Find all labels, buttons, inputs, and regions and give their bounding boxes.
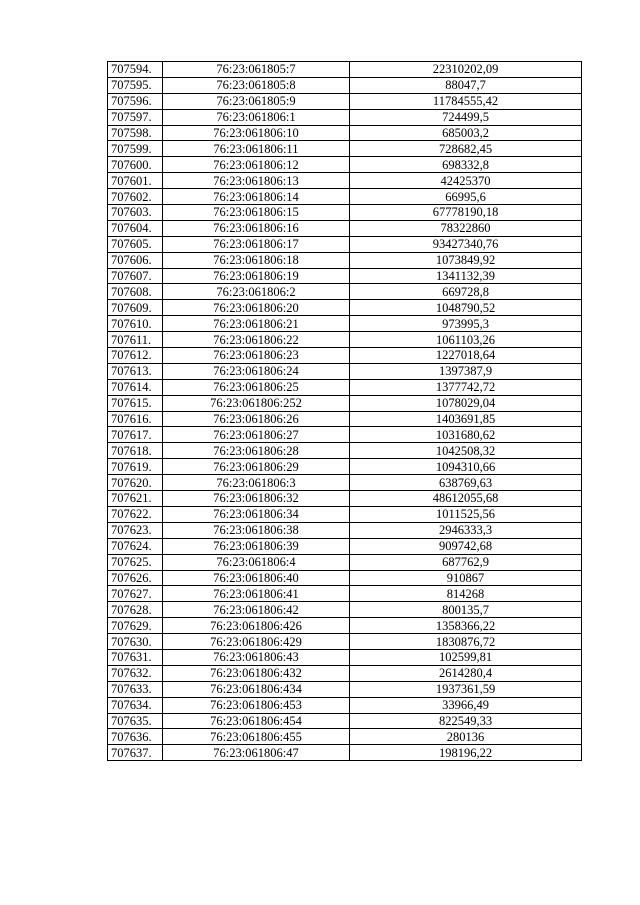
cadastral-number-cell: 76:23:061806:27 [163, 427, 350, 443]
table-body [108, 62, 582, 761]
cadastral-value-cell: 973995,3 [350, 316, 582, 332]
table-row [108, 665, 582, 681]
table-row [108, 77, 582, 93]
cadastral-value-cell: 102599,81 [350, 649, 582, 665]
cadastral-number-cell: 76:23:061806:22 [163, 332, 350, 348]
table-row [108, 475, 582, 491]
cadastral-value-cell: 1403691,85 [350, 411, 582, 427]
row-number-cell: 707604. [108, 220, 163, 236]
cadastral-number-cell: 76:23:061806:429 [163, 634, 350, 650]
cadastral-number-cell: 76:23:061806:39 [163, 538, 350, 554]
cadastral-value-cell: 66995,6 [350, 189, 582, 205]
row-number-cell: 707599. [108, 141, 163, 157]
cadastral-value-cell: 698332,8 [350, 157, 582, 173]
row-number-cell: 707595. [108, 77, 163, 93]
cadastral-value-cell: 22310202,09 [350, 62, 582, 78]
table-row [108, 554, 582, 570]
cadastral-value-cell: 728682,45 [350, 141, 582, 157]
cadastral-number-cell: 76:23:061806:434 [163, 681, 350, 697]
row-number-cell: 707619. [108, 459, 163, 475]
cadastral-value-cell: 1078029,04 [350, 395, 582, 411]
table-row [108, 109, 582, 125]
table-row [108, 62, 582, 78]
row-number-cell: 707616. [108, 411, 163, 427]
cadastral-value-cell: 909742,68 [350, 538, 582, 554]
row-number-cell: 707635. [108, 713, 163, 729]
row-number-cell: 707611. [108, 332, 163, 348]
row-number-cell: 707597. [108, 109, 163, 125]
cadastral-number-cell: 76:23:061806:426 [163, 618, 350, 634]
cadastral-number-cell: 76:23:061806:12 [163, 157, 350, 173]
cadastral-number-cell: 76:23:061806:32 [163, 491, 350, 507]
cadastral-number-cell: 76:23:061806:14 [163, 189, 350, 205]
cadastral-number-cell: 76:23:061806:23 [163, 348, 350, 364]
cadastral-value-cell: 67778190,18 [350, 205, 582, 221]
table-row [108, 157, 582, 173]
cadastral-value-cell: 1094310,66 [350, 459, 582, 475]
cadastral-number-cell: 76:23:061805:7 [163, 62, 350, 78]
cadastral-value-cell: 93427340,76 [350, 236, 582, 252]
cadastral-value-cell: 687762,9 [350, 554, 582, 570]
cadastral-value-cell: 1042508,32 [350, 443, 582, 459]
row-number-cell: 707601. [108, 173, 163, 189]
cadastral-number-cell: 76:23:061806:29 [163, 459, 350, 475]
table-row [108, 220, 582, 236]
table-row [108, 570, 582, 586]
table-row [108, 252, 582, 268]
cadastral-value-cell: 1073849,92 [350, 252, 582, 268]
table-row [108, 236, 582, 252]
cadastral-number-cell: 76:23:061805:9 [163, 93, 350, 109]
row-number-cell: 707625. [108, 554, 163, 570]
row-number-cell: 707615. [108, 395, 163, 411]
table-row [108, 697, 582, 713]
cadastral-number-cell: 76:23:061806:19 [163, 268, 350, 284]
row-number-cell: 707603. [108, 205, 163, 221]
cadastral-value-cell: 800135,7 [350, 602, 582, 618]
row-number-cell: 707596. [108, 93, 163, 109]
table-row [108, 363, 582, 379]
cadastral-number-cell: 76:23:061806:16 [163, 220, 350, 236]
table-row [108, 506, 582, 522]
table-row [108, 538, 582, 554]
cadastral-value-cell: 1937361,59 [350, 681, 582, 697]
row-number-cell: 707602. [108, 189, 163, 205]
cadastral-value-cell: 2946333,3 [350, 522, 582, 538]
table-row [108, 300, 582, 316]
table-row [108, 332, 582, 348]
cadastral-value-cell: 685003,2 [350, 125, 582, 141]
cadastral-value-cell: 2614280,4 [350, 665, 582, 681]
row-number-cell: 707633. [108, 681, 163, 697]
cadastral-number-cell: 76:23:061806:454 [163, 713, 350, 729]
row-number-cell: 707626. [108, 570, 163, 586]
cadastral-value-cell: 1377742,72 [350, 379, 582, 395]
cadastral-value-cell: 48612055,68 [350, 491, 582, 507]
table-row [108, 93, 582, 109]
table-row [108, 379, 582, 395]
row-number-cell: 707636. [108, 729, 163, 745]
table-row [108, 443, 582, 459]
table-row [108, 411, 582, 427]
table-row [108, 173, 582, 189]
cadastral-number-cell: 76:23:061806:453 [163, 697, 350, 713]
row-number-cell: 707632. [108, 665, 163, 681]
table-row [108, 205, 582, 221]
table-row [108, 459, 582, 475]
table-row [108, 125, 582, 141]
cadastral-value-cell: 88047,7 [350, 77, 582, 93]
table-row [108, 618, 582, 634]
row-number-cell: 707631. [108, 649, 163, 665]
table-row [108, 427, 582, 443]
row-number-cell: 707608. [108, 284, 163, 300]
row-number-cell: 707613. [108, 363, 163, 379]
row-number-cell: 707609. [108, 300, 163, 316]
table-row [108, 316, 582, 332]
cadastral-value-cell: 198196,22 [350, 745, 582, 761]
table-row [108, 395, 582, 411]
table-row [108, 189, 582, 205]
cadastral-number-cell: 76:23:061806:43 [163, 649, 350, 665]
row-number-cell: 707630. [108, 634, 163, 650]
cadastral-number-cell: 76:23:061806:26 [163, 411, 350, 427]
cadastral-number-cell: 76:23:061806:4 [163, 554, 350, 570]
cadastral-value-cell: 910867 [350, 570, 582, 586]
cadastral-value-cell: 822549,33 [350, 713, 582, 729]
cadastral-number-cell: 76:23:061806:1 [163, 109, 350, 125]
row-number-cell: 707594. [108, 62, 163, 78]
cadastral-number-cell: 76:23:061806:40 [163, 570, 350, 586]
cadastral-value-cell: 1358366,22 [350, 618, 582, 634]
row-number-cell: 707607. [108, 268, 163, 284]
cadastral-number-cell: 76:23:061806:38 [163, 522, 350, 538]
cadastral-value-cell: 1341132,39 [350, 268, 582, 284]
cadastral-value-cell: 1061103,26 [350, 332, 582, 348]
table-row [108, 602, 582, 618]
cadastral-value-cell: 1227018,64 [350, 348, 582, 364]
row-number-cell: 707623. [108, 522, 163, 538]
table-row [108, 586, 582, 602]
row-number-cell: 707606. [108, 252, 163, 268]
table-row [108, 745, 582, 761]
cadastral-number-cell: 76:23:061806:15 [163, 205, 350, 221]
cadastral-value-cell: 280136 [350, 729, 582, 745]
cadastral-value-cell: 1830876,72 [350, 634, 582, 650]
row-number-cell: 707620. [108, 475, 163, 491]
row-number-cell: 707621. [108, 491, 163, 507]
table-row [108, 491, 582, 507]
table-row [108, 649, 582, 665]
cadastral-value-cell: 42425370 [350, 173, 582, 189]
cadastral-value-cell: 1048790,52 [350, 300, 582, 316]
cadastral-number-cell: 76:23:061806:28 [163, 443, 350, 459]
row-number-cell: 707628. [108, 602, 163, 618]
cadastral-value-cell: 1011525,56 [350, 506, 582, 522]
table-row [108, 284, 582, 300]
cadastral-number-cell: 76:23:061806:21 [163, 316, 350, 332]
cadastral-value-cell: 638769,63 [350, 475, 582, 491]
cadastral-value-cell: 724499,5 [350, 109, 582, 125]
cadastral-number-cell: 76:23:061806:47 [163, 745, 350, 761]
cadastral-value-cell: 1397387,9 [350, 363, 582, 379]
cadastral-number-cell: 76:23:061806:17 [163, 236, 350, 252]
cadastral-number-cell: 76:23:061806:252 [163, 395, 350, 411]
cadastral-value-cell: 33966,49 [350, 697, 582, 713]
row-number-cell: 707622. [108, 506, 163, 522]
cadastral-number-cell: 76:23:061806:455 [163, 729, 350, 745]
cadastral-number-cell: 76:23:061806:24 [163, 363, 350, 379]
cadastral-number-cell: 76:23:061806:42 [163, 602, 350, 618]
row-number-cell: 707610. [108, 316, 163, 332]
cadastral-number-cell: 76:23:061806:34 [163, 506, 350, 522]
row-number-cell: 707614. [108, 379, 163, 395]
row-number-cell: 707612. [108, 348, 163, 364]
row-number-cell: 707598. [108, 125, 163, 141]
row-number-cell: 707618. [108, 443, 163, 459]
cadastral-value-cell: 11784555,42 [350, 93, 582, 109]
table-row [108, 729, 582, 745]
cadastral-number-cell: 76:23:061805:8 [163, 77, 350, 93]
cadastral-number-cell: 76:23:061806:10 [163, 125, 350, 141]
cadastral-value-cell: 1031680,62 [350, 427, 582, 443]
table-row [108, 713, 582, 729]
row-number-cell: 707627. [108, 586, 163, 602]
table-row [108, 348, 582, 364]
row-number-cell: 707634. [108, 697, 163, 713]
table-row [108, 681, 582, 697]
cadastral-number-cell: 76:23:061806:11 [163, 141, 350, 157]
cadastral-value-cell: 78322860 [350, 220, 582, 236]
cadastral-value-table [107, 61, 582, 761]
cadastral-number-cell: 76:23:061806:25 [163, 379, 350, 395]
cadastral-value-cell: 669728,8 [350, 284, 582, 300]
cadastral-number-cell: 76:23:061806:41 [163, 586, 350, 602]
table-row [108, 141, 582, 157]
cadastral-number-cell: 76:23:061806:3 [163, 475, 350, 491]
row-number-cell: 707617. [108, 427, 163, 443]
table-row [108, 268, 582, 284]
row-number-cell: 707629. [108, 618, 163, 634]
row-number-cell: 707600. [108, 157, 163, 173]
cadastral-number-cell: 76:23:061806:13 [163, 173, 350, 189]
table-row [108, 522, 582, 538]
cadastral-number-cell: 76:23:061806:20 [163, 300, 350, 316]
row-number-cell: 707624. [108, 538, 163, 554]
row-number-cell: 707605. [108, 236, 163, 252]
cadastral-number-cell: 76:23:061806:432 [163, 665, 350, 681]
row-number-cell: 707637. [108, 745, 163, 761]
table-row [108, 634, 582, 650]
cadastral-number-cell: 76:23:061806:18 [163, 252, 350, 268]
cadastral-value-cell: 814268 [350, 586, 582, 602]
cadastral-number-cell: 76:23:061806:2 [163, 284, 350, 300]
